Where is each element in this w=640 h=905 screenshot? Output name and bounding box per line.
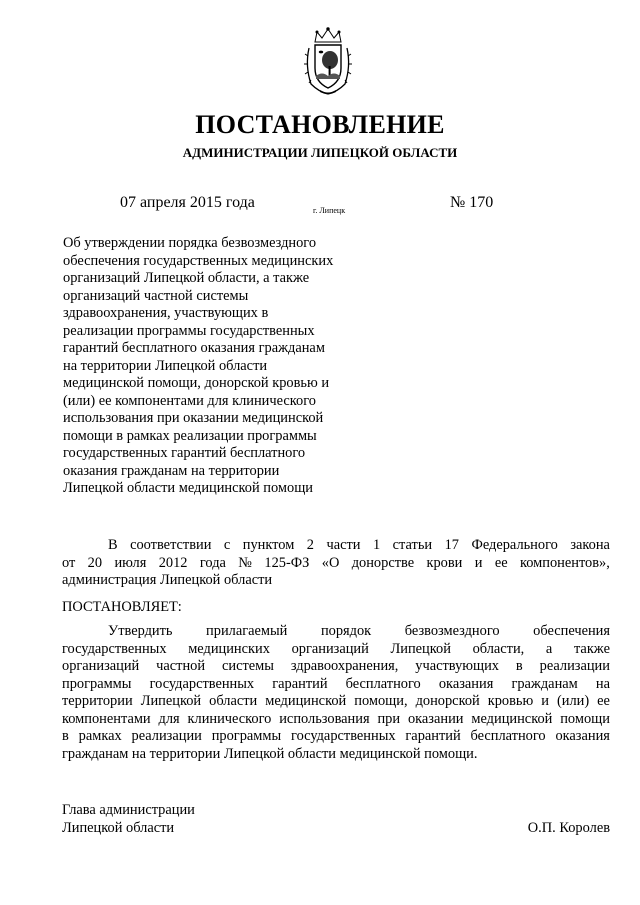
word: частной (156, 658, 206, 674)
word: безвозмездного (404, 623, 500, 639)
justified-line (62, 728, 610, 746)
word: государственных (291, 728, 396, 744)
document-title: ПОСТАНОВЛЕНИЕ (195, 110, 445, 139)
word: государственных (62, 640, 167, 657)
word: на (595, 675, 610, 692)
word: бесплатного (470, 728, 546, 744)
word: ее (494, 554, 508, 571)
word: в (515, 658, 523, 674)
word: реализации (131, 728, 202, 744)
word: медицинских (188, 640, 270, 657)
document-date: 07 апреля 2015 года (120, 194, 255, 211)
paragraph-line: гражданам на территории Липецкой области медицинской помощи. (62, 745, 478, 762)
subject-line: государственных гарантий бесплатного (63, 445, 306, 461)
subject-line: (или) ее компонентами для клинического (63, 392, 316, 409)
word: при (377, 710, 401, 727)
word: части (326, 537, 361, 553)
word: клинического (187, 710, 272, 727)
word: использования (279, 710, 370, 727)
word: помощи, (354, 693, 408, 709)
word: обеспечения (533, 623, 610, 639)
word: Утвердить (108, 623, 173, 639)
word: гарантий (272, 675, 328, 692)
word: 1 (372, 537, 381, 553)
word: 17 (444, 537, 459, 553)
word: организаций (62, 658, 140, 674)
subject-line: на территории Липецкой области (63, 357, 268, 374)
word: соответствии (130, 537, 212, 553)
subject-line: Липецкой области медицинской помощи (63, 480, 313, 496)
signatory-title-line: Глава администрации (62, 802, 195, 818)
subject-line: использования при оказании медицинской (63, 410, 324, 426)
decree-heading: ПОСТАНОВЛЯЕТ: (62, 599, 182, 615)
justified-line (62, 693, 610, 711)
word: донорстве (351, 554, 415, 571)
word: закона (570, 537, 610, 553)
subject-line: оказания гражданам на территории (63, 462, 280, 479)
document-number: № 170 (450, 194, 494, 211)
signatory-title-line: Липецкой области (62, 820, 175, 836)
subject-line: медицинской помощи, донорской кровью и (63, 375, 330, 391)
word: крови (426, 554, 463, 571)
justified-line (62, 537, 610, 555)
word: и (474, 554, 483, 571)
paragraph-line: администрация Липецкой области (62, 572, 273, 588)
justified-line (62, 641, 610, 659)
word: июля (114, 554, 147, 571)
subject-line: организаций частной системы (63, 287, 249, 304)
word: программы (211, 728, 282, 744)
word: реализации (539, 658, 610, 674)
word: бесплатного (345, 675, 421, 692)
word: № (238, 554, 253, 571)
word: порядок (320, 623, 372, 639)
word: В (108, 537, 118, 553)
word: медицинской (471, 710, 553, 727)
word: области (209, 693, 258, 709)
word: 2 (306, 537, 314, 553)
word: и (541, 693, 549, 709)
word: компонентов», (519, 554, 610, 571)
signatory-name: О.П. Королев (527, 820, 610, 836)
justified-line (62, 711, 610, 729)
document-city: г. Липецк (313, 206, 346, 215)
justified-line (62, 555, 610, 573)
word: оказания (438, 675, 494, 692)
subject-line: здравоохранения, участвующих в (63, 305, 269, 321)
word: рамках (78, 728, 122, 744)
word: (или) (556, 693, 590, 709)
word: территории (62, 693, 133, 709)
word: программы (62, 675, 132, 692)
word: от (62, 554, 76, 571)
word: государственных (149, 675, 255, 692)
word: статьи (392, 537, 433, 553)
word: помощи (560, 710, 610, 727)
word: 2012 (158, 554, 188, 571)
word: пунктом (242, 537, 295, 553)
document-subject (63, 235, 373, 498)
word: оказания (555, 728, 610, 744)
word: кровью (487, 693, 534, 709)
word: Липецкой (390, 640, 451, 657)
word: 125-ФЗ (264, 554, 310, 571)
word: гарантий (405, 728, 461, 744)
word: оказании (407, 710, 464, 727)
word: 20 (87, 554, 103, 571)
word: с (223, 537, 231, 553)
subject-line: обеспечения государственных медицинских (63, 252, 334, 269)
word: также (573, 640, 610, 657)
coat-of-arms-icon (303, 26, 353, 96)
word: организаций (291, 640, 369, 657)
word: здравоохранения, (290, 658, 399, 674)
justified-line (62, 676, 610, 694)
word: прилагаемый (206, 623, 288, 639)
word: года (199, 554, 226, 571)
word: донорской (415, 693, 480, 709)
issuing-authority: АДМИНИСТРАЦИИ ЛИПЕЦКОЙ ОБЛАСТИ (182, 145, 458, 160)
word: Липецкой (140, 693, 202, 709)
subject-line: Об утверждении порядка безвозмездного (63, 235, 317, 251)
signatory-title (62, 801, 195, 837)
subject-line: помощи в рамках реализации программы (63, 427, 317, 444)
word: участвующих (415, 658, 500, 674)
word: для (158, 710, 180, 727)
legal-basis-paragraph (62, 537, 610, 590)
word: Федерального (471, 537, 558, 553)
word: ее (597, 693, 610, 709)
word: а (545, 640, 553, 657)
word: области, (472, 640, 525, 657)
word: системы (221, 658, 274, 674)
decision-paragraph (62, 623, 610, 763)
subject-line: гарантий бесплатного оказания гражданам (63, 340, 325, 356)
subject-line: реализации программы государственных (63, 322, 315, 339)
word: гражданам (511, 675, 578, 692)
word: медицинской (265, 693, 347, 709)
justified-line (62, 623, 610, 641)
word: «О (321, 554, 340, 571)
word: компонентами (62, 710, 151, 727)
justified-line (62, 658, 610, 676)
word: в (62, 728, 69, 744)
subject-line: организаций Липецкой области, а также (63, 270, 310, 286)
